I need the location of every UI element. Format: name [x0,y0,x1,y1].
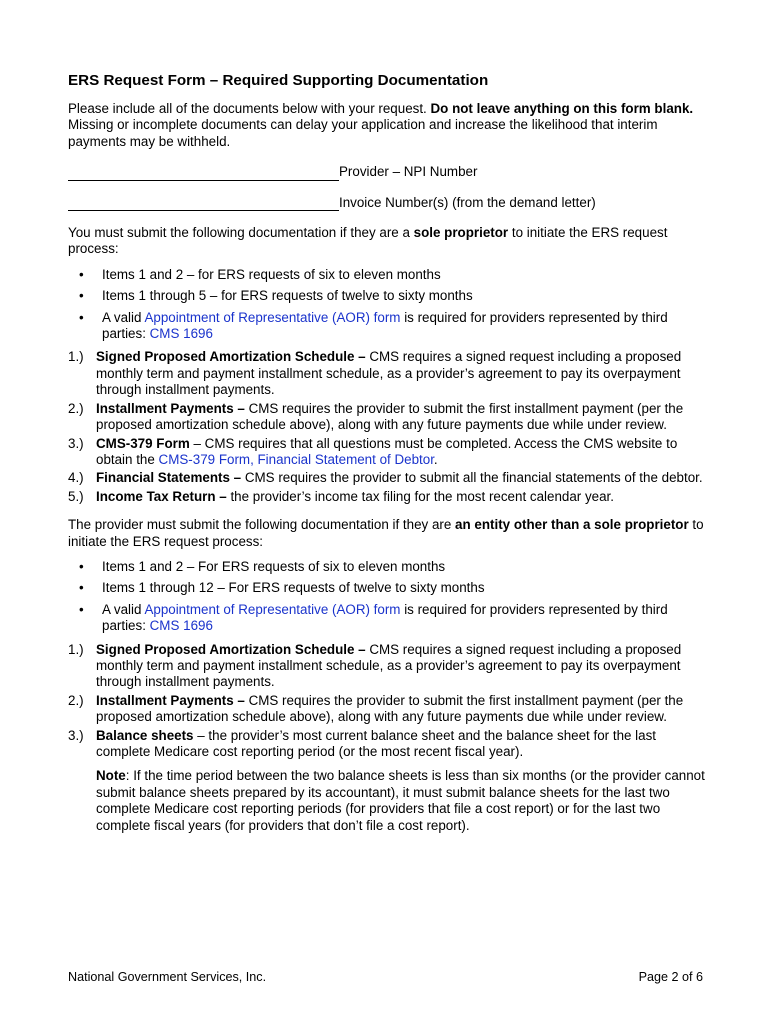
page-number: Page 2 of 6 [638,970,703,984]
invoice-number-input-line[interactable] [68,198,339,211]
list-item: 3.) CMS-379 Form – CMS requires that all questions must be completed. Access the CMS website to obtain the CMS-379 Form, Financial Statement of Debtor. [68,435,678,467]
npi-number-label: Provider – NPI Number [339,164,478,180]
invoice-number-label: Invoice Number(s) (from the demand letter) [339,194,596,210]
list-item: • A valid Appointment of Representative (AOR) form is required for providers represented by third parties: CMS 1696 [79,601,668,634]
page-title: ERS Request Form – Required Supporting Documentation [68,72,489,89]
entity-lead: The provider must submit the following documentation if they are an entity other than a sole proprietor to initiate the ERS request process: [68,517,704,549]
aor-form-link[interactable]: Appointment of Representative (AOR) form [144,309,401,325]
cms-379-form-link[interactable]: CMS-379 Form, Financial Statement of Debtor [158,451,434,467]
bullet-icon: • [79,601,84,617]
bullet-icon: • [79,558,84,574]
list-item: 1.) Signed Proposed Amortization Schedule – CMS requires a signed request including a proposed monthly term and payment installment schedule, as a provider’s agreement to pay its overpayment through installment payments. [68,349,682,398]
list-item: • Items 1 and 2 – for ERS requests of six to eleven months [79,266,441,282]
bullet-icon: • [79,580,84,596]
bullet-icon: • [79,309,84,325]
list-item: • Items 1 and 2 – For ERS requests of six to eleven months [79,558,446,574]
cms-1696-link[interactable]: CMS 1696 [149,326,213,342]
page-footer [68,970,703,984]
list-item: • Items 1 through 12 – For ERS requests of twelve to sixty months [79,580,485,596]
intro-paragraph: Please include all of the documents below with your request. Do not leave anything on this form blank. Missing or incomplete documents can delay your application and increase the likelihood that interim payments may be withheld. [68,101,694,149]
list-item: 3.) Balance sheets – the provider’s most current balance sheet and the balance sheet for the last complete Medicare cost reporting period (or the most recent fiscal year). Note: If the time period between the two balance sheets is less than six months (or the provider cannot submit balance sheets prepared by its accountant), it must submit balance sheets for the last two complete Medicare cost reporting periods (for providers that file a cost report) or for the last two complete fiscal years (for providers that don’t file a cost report). [68,728,708,834]
entity-bullets [68,559,708,635]
entity-items [68,642,708,834]
list-item: • A valid Appointment of Representative (AOR) form is required for providers represented by third parties: CMS 1696 [79,309,668,342]
sole-proprietor-items [68,349,708,505]
list-item: 4.) Financial Statements – CMS requires the provider to submit all the financial statements of the debtor. [68,470,703,486]
list-item: 5.) Income Tax Return – the provider’s income tax filing for the most recent calendar year. [68,488,615,504]
sole-proprietor-bullets [68,267,708,343]
balance-sheet-note: Note: If the time period between the two balance sheets is less than six months (or the provider cannot submit balance sheets prepared by its accountant), it must submit balance sheets for the last two complete Medicare cost reporting periods (for providers that file a cost report) or for the last two complete fiscal years (for providers that don’t file a cost report). [96,768,705,833]
cms-1696-link[interactable]: CMS 1696 [149,618,213,634]
list-item: 2.) Installment Payments – CMS requires the provider to submit the first installment payment (per the proposed amortization schedule above), along with any future payments due while under review. [68,400,684,433]
bullet-icon: • [79,288,84,304]
sole-proprietor-lead: You must submit the following documentation if they are a sole proprietor to initiate the ERS request process: [68,225,668,257]
npi-number-input-line[interactable] [68,168,339,181]
list-item: 2.) Installment Payments – CMS requires the provider to submit the first installment payment (per the proposed amortization schedule above), along with any future payments due while under review. [68,692,684,725]
footer-organization: National Government Services, Inc. [68,970,267,984]
list-item: • Items 1 through 5 – for ERS requests of twelve to sixty months [79,288,473,304]
aor-form-link[interactable]: Appointment of Representative (AOR) form [144,601,401,617]
document-body [68,71,708,846]
list-item: 1.) Signed Proposed Amortization Schedule – CMS requires a signed request including a proposed monthly term and payment installment schedule, as a provider’s agreement to pay its overpayment through installment payments. [68,641,682,690]
invoice-number-field [68,195,708,211]
bullet-icon: • [79,266,84,282]
npi-number-field [68,164,708,180]
